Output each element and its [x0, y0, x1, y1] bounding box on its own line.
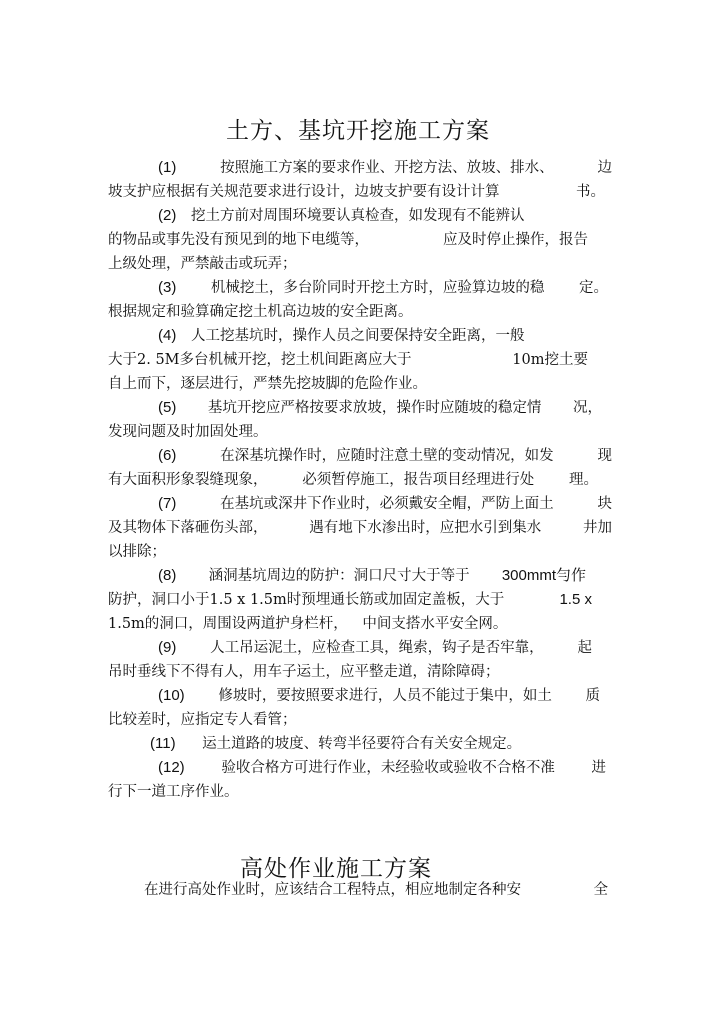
text-line — [108, 591, 592, 609]
text-line — [108, 423, 612, 441]
line-text: 比较差时，应指定专人看管； — [108, 712, 297, 728]
line-text: 定。 — [579, 280, 608, 296]
document-title: 土方、基坑开挖施工方案 — [226, 118, 490, 144]
item-number: (1) — [158, 159, 177, 176]
text-line — [158, 327, 662, 345]
line-text: 以排除； — [108, 544, 166, 560]
line-text: 应及时停止操作，报告 — [443, 232, 588, 248]
line-text: 井加 — [583, 520, 612, 536]
text-line — [108, 783, 612, 801]
line-text: 修坡时，要按照要求进行，人员不能过于集中，如土 — [218, 688, 552, 704]
line-text: 挖土方前对周围环境要认真检查，如发现有不能辨认 — [190, 208, 525, 224]
line-text: 行下一道工序作业。 — [108, 784, 239, 800]
text-line — [108, 543, 612, 561]
text-line — [158, 207, 662, 225]
text-line — [108, 255, 612, 273]
line-text: 验收合格方可进行作业，未经验收或验收不合格不准 — [221, 760, 555, 776]
line-text: 上级处理，严禁敲击或玩弄； — [108, 256, 297, 272]
item-number: (5) — [158, 399, 177, 416]
section-title: 高处作业施工方案 — [240, 856, 432, 882]
line-text: 起 — [577, 640, 592, 656]
item-number: (2) — [158, 207, 177, 224]
line-text: 吊时垂线下不得有人，用车子运土，应平整走道，清除障碍； — [108, 664, 500, 680]
line-text: 自上而下，逐层进行，严禁先挖坡脚的危险作业。 — [108, 376, 427, 392]
line-text: 涵洞基坑周边的防护：洞口尺寸大于等于 — [208, 568, 470, 584]
line-text: 在进行高处作业时，应该结合工程特点，相应地制定各种安 — [144, 882, 521, 898]
line-text: 全 — [593, 882, 608, 898]
text-line — [158, 279, 608, 297]
line-text: 1.5m的洞口，周围设两道护身栏杆， — [108, 616, 348, 632]
line-text: 中间支搭水平安全网。 — [362, 616, 508, 632]
line-text: 人工吊运泥土，应检查工具，绳索，钩子是否牢靠， — [210, 640, 544, 656]
item-number: (8) — [158, 567, 177, 584]
text-line — [158, 447, 612, 465]
line-text: 边 — [597, 160, 612, 176]
line-text: 理。 — [569, 472, 598, 488]
line-text: 大于2. 5M多台机械开挖，挖土机间距离应大于 — [108, 352, 412, 368]
line-text: 况， — [573, 400, 602, 416]
line-text: 根据规定和验算确定挖土机高边坡的安全距离。 — [108, 304, 413, 320]
text-line — [108, 351, 588, 369]
line-text: 防护，洞口小于1.5 x 1.5m时预埋通长筋或加固定盖板，大于 — [108, 592, 505, 608]
line-text: 人工挖基坑时，操作人员之间要保持安全距离，一般 — [190, 328, 525, 344]
item-number: (12) — [158, 759, 185, 776]
line-text: 质 — [585, 688, 600, 704]
line-text: 在深基坑操作时，应随时注意土壁的变动情况，如发 — [220, 448, 554, 464]
text-line — [108, 615, 612, 633]
line-text: 按照施工方案的要求作业、开挖方法、放坡、排水、 — [220, 160, 554, 176]
item-number: (4) — [158, 327, 177, 344]
line-text: 坡支护应根据有关规范要求进行设计，边坡支护要有设计计算 — [108, 184, 500, 200]
line-text: 运土道路的坡度、转弯半径要符合有关安全规定。 — [202, 736, 522, 752]
text-line — [158, 567, 586, 585]
text-line — [158, 159, 612, 177]
line-text: 遇有地下水渗出时，应把水引到集水 — [309, 520, 542, 536]
item-number: (11) — [150, 735, 176, 752]
text-line — [158, 759, 606, 777]
text-line — [108, 519, 612, 537]
line-text: 必须暂停施工，报告项目经理进行处 — [302, 472, 535, 488]
text-line — [158, 687, 600, 705]
text-line — [150, 735, 654, 753]
line-text: 1.5 x — [559, 591, 592, 608]
item-number: (3) — [158, 279, 177, 296]
text-line — [108, 663, 612, 681]
line-text: 的物品或事先没有预见到的地下电缆等， — [108, 232, 369, 248]
line-text: 及其物体下落砸伤头部， — [108, 520, 268, 536]
line-text: 发现问题及时加固处理。 — [108, 424, 268, 440]
line-text: 在基坑或深井下作业时，必须戴安全帽，严防上面土 — [220, 496, 554, 512]
line-text: 300mmt勻作 — [501, 567, 586, 584]
text-line — [108, 471, 598, 489]
line-text: 基坑开挖应严格按要求放坡，操作时应随坡的稳定情 — [207, 400, 542, 416]
item-number: (7) — [158, 495, 177, 512]
text-line — [158, 399, 602, 417]
item-number: (9) — [158, 639, 177, 656]
item-number: (10) — [158, 687, 185, 704]
line-text: 块 — [597, 496, 612, 512]
text-line — [108, 231, 588, 249]
text-line — [144, 881, 608, 899]
line-text: 10m挖土要 — [512, 352, 588, 368]
text-line — [108, 711, 612, 729]
text-line — [158, 639, 592, 657]
text-line — [108, 375, 612, 393]
item-number: (6) — [158, 447, 177, 464]
line-text: 书。 — [576, 184, 605, 200]
line-text: 现 — [597, 448, 612, 464]
line-text: 机械挖土，多台阶同时开挖土方时，应验算边坡的稳 — [210, 280, 545, 296]
text-line — [158, 495, 612, 513]
line-text: 进 — [591, 760, 606, 776]
text-line — [108, 183, 605, 201]
line-text: 有大面积形象裂缝现象， — [108, 472, 268, 488]
text-line — [108, 303, 612, 321]
